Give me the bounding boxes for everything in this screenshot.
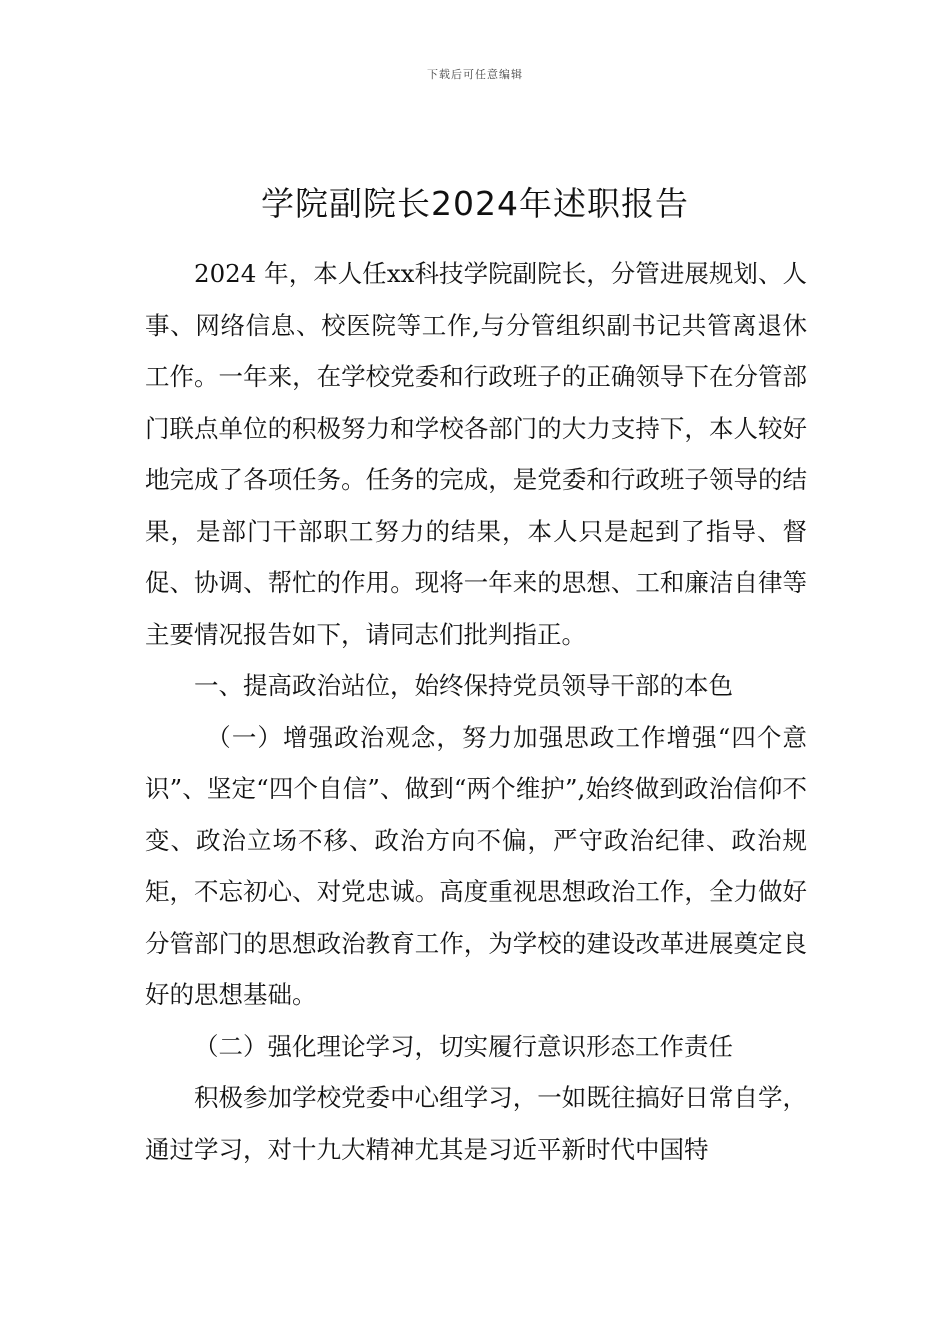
subsection-heading-1: （一）增强政治观念，努力加强思政工作增强“四个意识”、坚定“四个自信”、做到“两个维护”,始终做到政治信仰不变、政治立场不移、政治方向不偏，严守政治纪律、政治规矩，不忘初心、对党忠诚。高度重视思想政治工作，全力做好分管部门的思想政治教育工作，为学校的建设改革进展奠定良好的思想基础。	[145, 722, 807, 1009]
document-body	[145, 248, 807, 1175]
document-title: 学院副院长2024年述职报告	[261, 184, 689, 223]
header-note: 下载后可任意编辑	[427, 68, 523, 81]
paragraph-study: 积极参加学校党委中心组学习，一如既往搞好日常自学，通过学习，对十九大精神尤其是习近平新时代中国特	[145, 1083, 807, 1164]
subsection-heading-2: （二）强化理论学习，切实履行意识形态工作责任	[194, 1031, 733, 1061]
paragraph-intro: 2024 年，本人任xx科技学院副院长，分管进展规划、人事、网络信息、校医院等工作,与分管组织副书记共管离退休工作。一年来，在学校党委和行政班子的正确领导下在分管部门联点单位的积极努力和学校各部门的大力支持下，本人较好地完成了各项任务。任务的完成，是党委和行政班子领导的结果，是部门干部职工努力的结果，本人只是起到了指导、督促、协调、帮忙的作用。现将一年来的思想、工和廉洁自律等主要情况报告如下，请同志们批判指正。	[145, 259, 807, 649]
section-heading-1: 一、提高政治站位，始终保持党员领导干部的本色	[194, 671, 733, 700]
